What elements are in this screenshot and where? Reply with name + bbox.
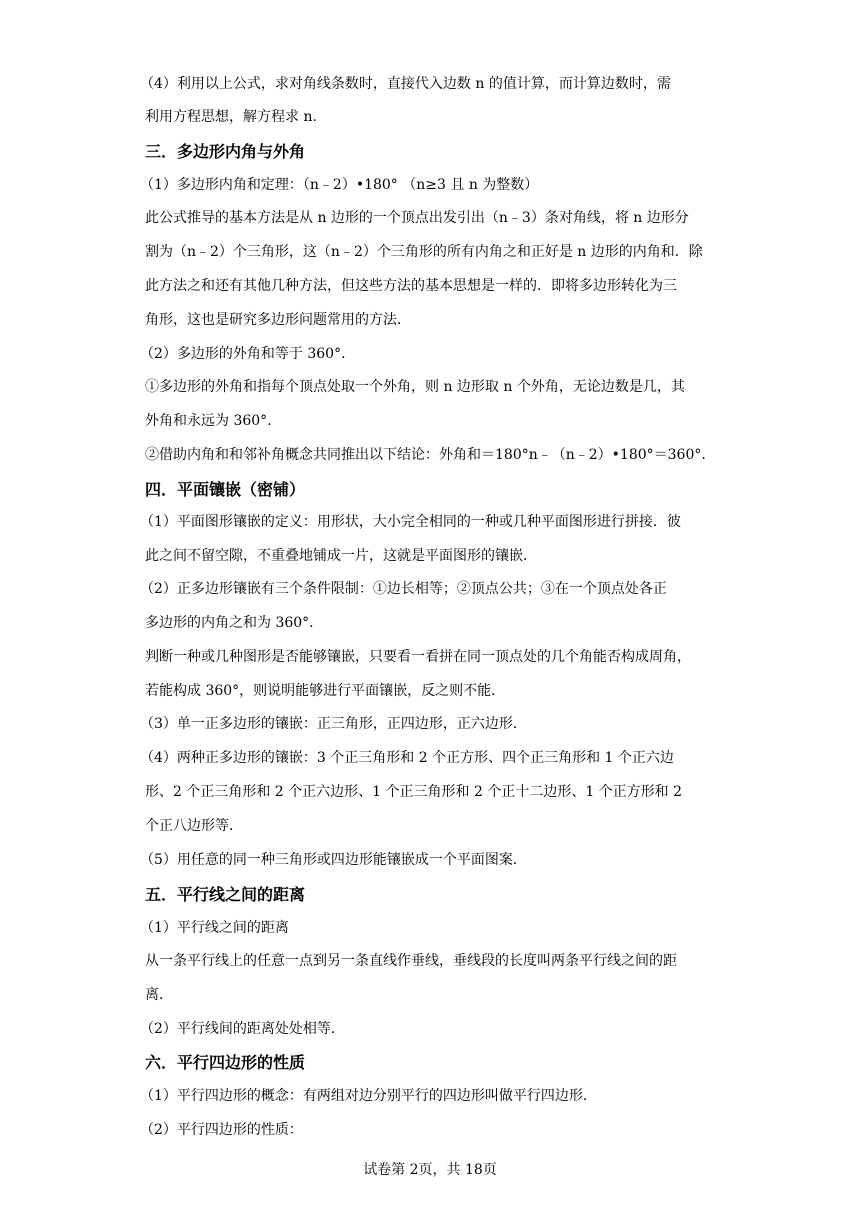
text-line: ①多边形的外角和指每个顶点处取一个外角，则 n 边形取 n 个外角，无论边数是几，其 <box>145 379 685 395</box>
text-line: 割为（n﹣2）个三角形，这（n﹣2）个三角形的所有内角之和正好是 n 边形的内角和．除 <box>145 244 703 260</box>
text-line: 从一条平行线上的任意一点到另一条直线作垂线，垂线段的长度叫两条平行线之间的距 <box>145 953 677 969</box>
text-line: 形、2 个正三角形和 2 个正六边形、1 个正三角形和 2 个正十二边形、1 个正方形和 2 <box>145 784 683 800</box>
section-heading: 三．多边形内角与外角 <box>145 142 306 161</box>
text-line: （1）平行线之间的距离 <box>140 920 289 936</box>
text-line: 角形，这也是研究多边形问题常用的方法． <box>145 312 411 328</box>
text-line: 利用方程思想，解方程求 n. <box>145 109 317 125</box>
text-line: （2）平行线间的距离处处相等． <box>140 1021 345 1037</box>
section-heading: 六．平行四边形的性质 <box>145 1053 306 1072</box>
section-heading: 四．平面镶嵌（密铺） <box>145 480 306 499</box>
text-line: 此之间不留空隙，不重叠地铺成一片，这就是平面图形的镶嵌． <box>145 548 537 564</box>
text-line: ②借助内角和和邻补角概念共同推出以下结论：外角和＝180°n﹣（n﹣2）•180°＝360°. <box>145 447 706 463</box>
text-line: （1）平行四边形的概念：有两组对边分别平行的四边形叫做平行四边形． <box>140 1088 597 1104</box>
text-line: （1）平面图形镶嵌的定义：用形状，大小完全相同的一种或几种平面图形进行拼接．彼 <box>140 514 681 530</box>
text-line: 此方法之和还有其他几种方法，但这些方法的基本思想是一样的．即将多边形转化为三 <box>145 278 677 294</box>
text-line: （4）两种正多边形的镶嵌：3 个正三角形和 2 个正方形、四个正三角形和 1 个正六边 <box>140 750 674 766</box>
text-line: （5）用任意的同一种三角形或四边形能镶嵌成一个平面图案． <box>140 852 527 868</box>
text-line: 此公式推导的基本方法是从 n 边形的一个顶点出发引出（n﹣3）条对角线，将 n 边形分 <box>145 210 689 226</box>
text-line: 个正八边形等． <box>145 818 243 834</box>
text-line: 离． <box>145 987 173 1003</box>
section-heading: 五．平行线之间的距离 <box>145 885 306 904</box>
text-line: （2）多边形的外角和等于 360°. <box>140 346 346 362</box>
text-line: 外角和永远为 360°. <box>145 413 272 429</box>
page-footer: 试卷第 2页，共 18页 <box>363 1162 497 1178</box>
text-line: 判断一种或几种图形是否能够镶嵌，只要看一看拼在同一顶点处的几个角能否构成周角， <box>145 649 691 665</box>
text-line: （2）平行四边形的性质： <box>140 1122 303 1138</box>
text-line: 若能构成 360°，则说明能够进行平面镶嵌，反之则不能． <box>145 683 506 699</box>
text-line: 多边形的内角之和为 360°. <box>145 615 314 631</box>
text-line: （3）单一正多边形的镶嵌：正三角形，正四边形，正六边形． <box>140 716 527 732</box>
text-line: （4）利用以上公式，求对角线条数时，直接代入边数 n 的值计算，而计算边数时，需 <box>140 76 671 92</box>
text-line: （1）多边形内角和定理：（n﹣2）•180° （n≥3 且 n 为整数） <box>140 177 539 193</box>
text-line: （2）正多边形镶嵌有三个条件限制：①边长相等；②顶点公共；③在一个顶点处各正 <box>140 581 667 597</box>
